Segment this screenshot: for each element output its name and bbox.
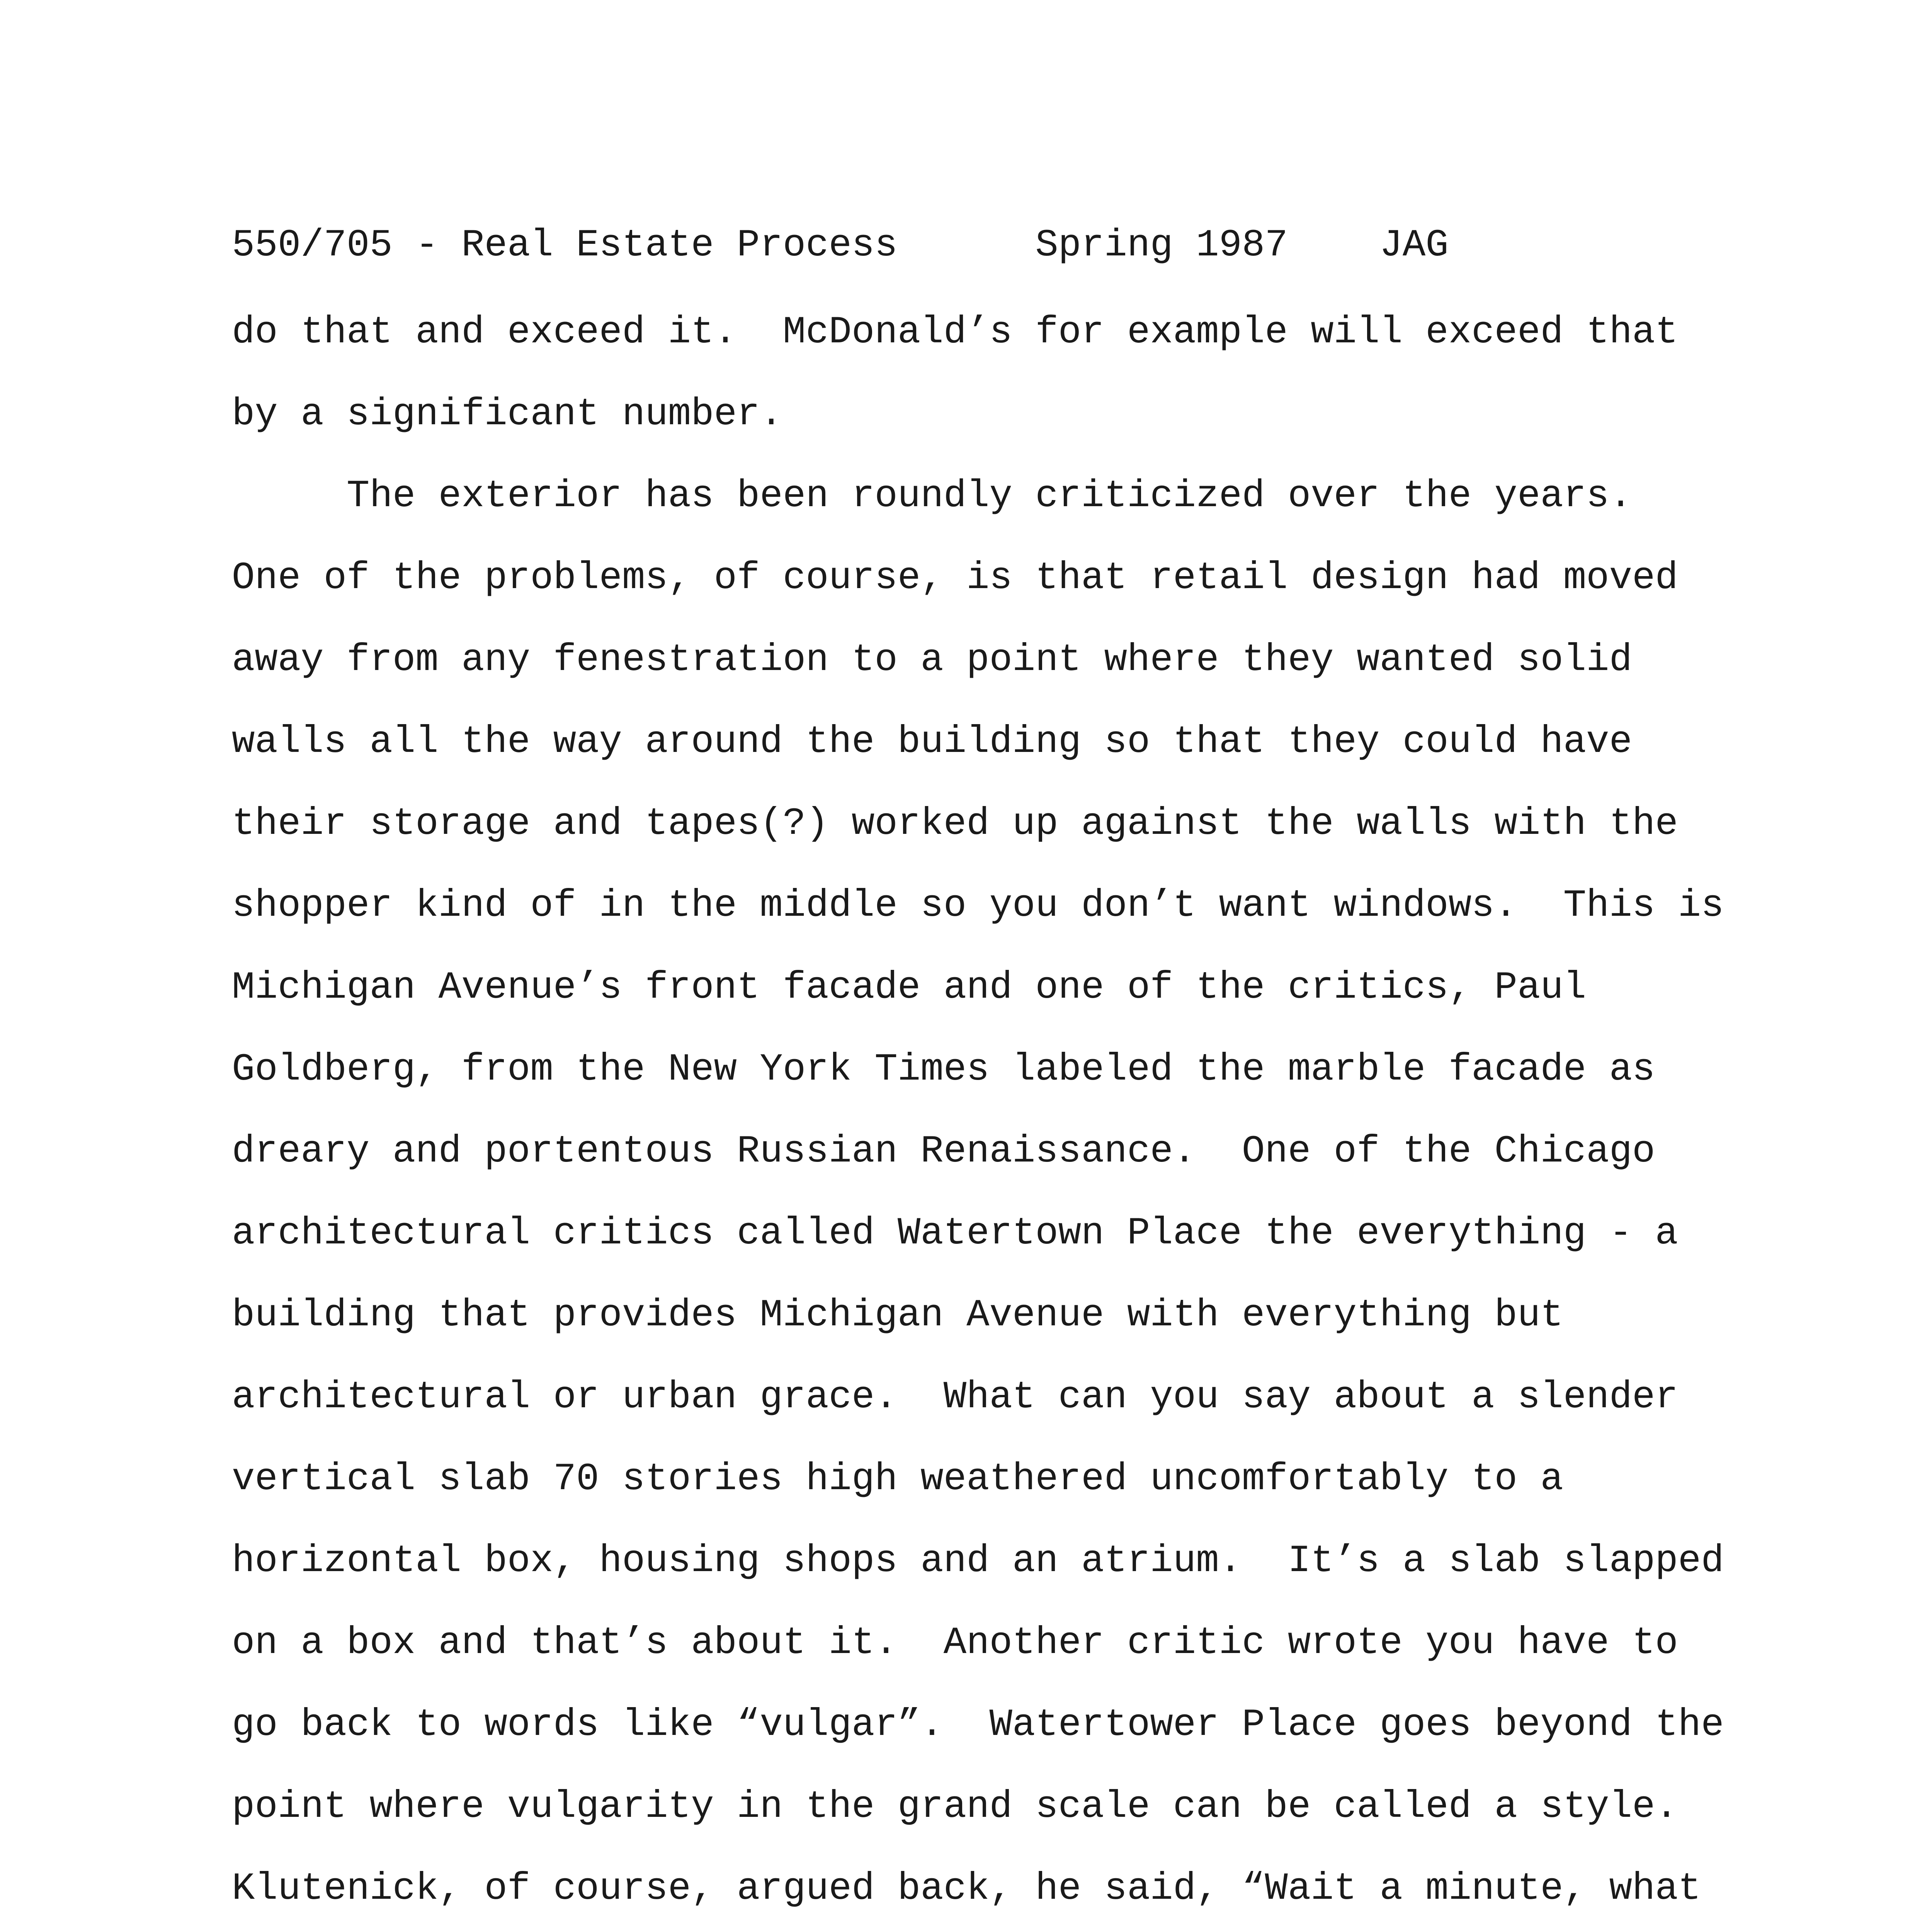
text-line: do that and exceed it. McDonald’s for example will exceed that [232, 311, 1678, 354]
text-line: on a box and that’s about it. Another critic wrote you have to [232, 1621, 1678, 1665]
text-line: by a significant number. [232, 393, 783, 436]
text-line: Goldberg, from the New York Times labeled the marble facade as [232, 1048, 1655, 1091]
term: Spring 1987 [1035, 224, 1288, 267]
text-line: go back to words like “vulgar”. Watertower Place goes beyond the [232, 1703, 1724, 1747]
page-header [232, 222, 1449, 269]
text-line: walls all the way around the building so that they could have [232, 720, 1632, 764]
text-line: architectural or urban grace. What can you say about a slender [232, 1376, 1678, 1419]
text-line: dreary and portentous Russian Renaissance. One of the Chicago [232, 1130, 1655, 1173]
course-title: 550/705 - Real Estate Process [232, 224, 898, 267]
text-line: horizontal box, housing shops and an atrium. It’s a slab slapped [232, 1539, 1724, 1583]
text-line: One of the problems, of course, is that retail design had moved [232, 556, 1678, 600]
text-line: The exterior has been roundly criticized over the years. [232, 474, 1632, 518]
text-line: their storage and tapes(?) worked up against the walls with the [232, 802, 1678, 845]
text-line: shopper kind of in the middle so you don’t want windows. This is [232, 884, 1724, 927]
text-line: Michigan Avenue’s front facade and one of the critics, Paul [232, 966, 1587, 1009]
text-line: Klutenick, of course, argued back, he said, “Wait a minute, what [232, 1867, 1701, 1910]
transcript-body [232, 303, 1777, 1932]
text-line: building that provides Michigan Avenue with everything but [232, 1294, 1563, 1337]
text-line: vertical slab 70 stories high weathered uncomfortably to a [232, 1458, 1563, 1501]
author-initials: JAG [1379, 224, 1449, 267]
text-line: point where vulgarity in the grand scale can be called a style. [232, 1785, 1678, 1828]
text-line: away from any fenestration to a point where they wanted solid [232, 638, 1632, 682]
text-line: architectural critics called Watertown Place the everything - a [232, 1212, 1678, 1255]
